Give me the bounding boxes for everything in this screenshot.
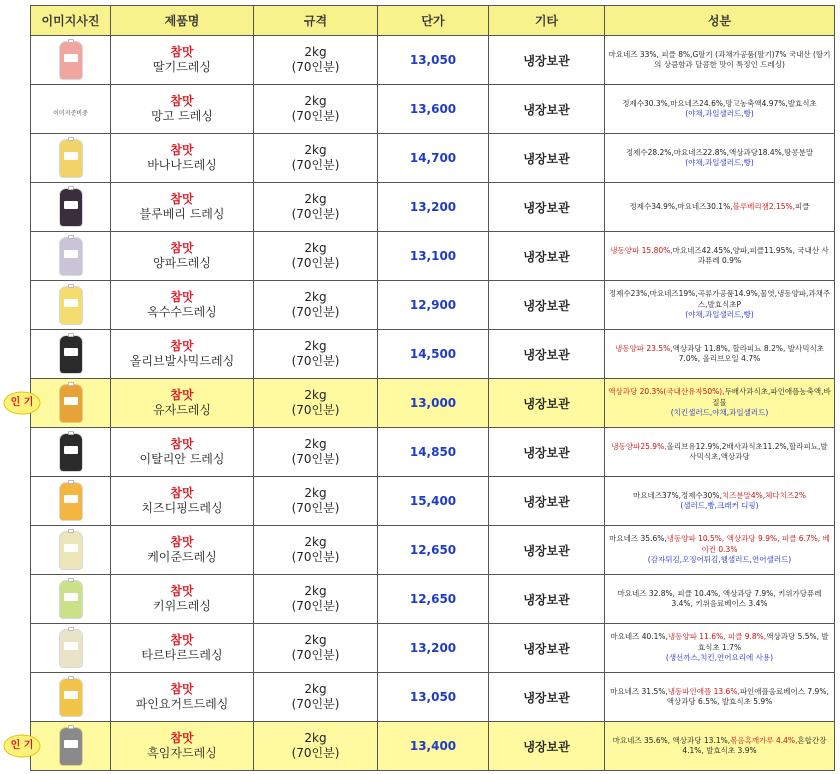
header-image: 이미지사진	[31, 6, 111, 36]
product-image-cell	[31, 624, 111, 673]
ingredients-text-more: 액상과당 11.8%, 할라피뇨 8.2%, 발사믹식초 7.0%, 올리브오일 4.7%	[672, 343, 824, 363]
product-name-cell	[111, 281, 254, 330]
product-pouch-image	[60, 532, 82, 569]
ingredients-text: 정제수28.2%,마요네즈22.8%,액상과당18.4%,땅콩분말	[625, 147, 814, 157]
product-name-cell	[111, 330, 254, 379]
ingredients-text: 마요네즈 40.1%,	[610, 632, 668, 642]
ingredients-highlight: 냉동양파25.9%,	[611, 441, 667, 451]
product-pouch-image	[60, 385, 82, 422]
size-cell	[254, 330, 378, 379]
header-other: 기타	[489, 6, 605, 36]
storage-note: 냉장보관	[489, 722, 605, 771]
popular-badge	[2, 732, 42, 760]
table-row	[31, 477, 835, 526]
ingredients-cell	[605, 134, 835, 183]
ingredients-text: 정제수34.9%,마요네즈30.1%,	[629, 201, 733, 211]
ingredients-highlight: 액상과당 20.3%(국내산유자50%),	[608, 387, 725, 397]
storage-note: 냉장보관	[489, 134, 605, 183]
brand-label: 참맛	[170, 535, 194, 549]
ingredients-cell	[605, 85, 835, 134]
product-name: 블루베리 드레싱	[139, 207, 225, 221]
product-name: 키위드레싱	[153, 599, 211, 613]
unit-price: 13,050	[378, 673, 489, 722]
size-weight: 2kg	[304, 535, 327, 549]
product-image-cell	[31, 232, 111, 281]
brand-label: 참맛	[170, 486, 194, 500]
ingredients-text: 마요네즈 31.5%,	[610, 686, 668, 696]
storage-note: 냉장보관	[489, 232, 605, 281]
ingredients-text: 마요네즈 32.8%, 피클 10.4%, 액상과당 7.9%, 키위가당퓨레 3.4%, 키위음료베이스 3.4%	[617, 588, 822, 608]
ingredients-cell	[605, 183, 835, 232]
product-pouch-image	[60, 189, 82, 226]
product-image-cell	[31, 183, 111, 232]
ingredients-text: 마요네즈 33%, 피클 8%,G딸기 (과채가공품(딸기)7% 국내산 (딸기의 상큼함과 달콤한 맛이 특징인 드레싱)	[608, 49, 831, 69]
unit-price: 14,500	[378, 330, 489, 379]
product-name: 올리브발사믹드레싱	[129, 354, 235, 368]
header-price: 단가	[378, 6, 489, 36]
brand-label: 참맛	[170, 143, 194, 157]
product-image-cell	[31, 281, 111, 330]
product-name: 파인요거트드레싱	[135, 697, 229, 711]
unit-price: 12,650	[378, 526, 489, 575]
size-cell	[254, 722, 378, 771]
product-name: 치즈디핑드레싱	[141, 501, 223, 515]
size-cell	[254, 134, 378, 183]
product-name: 이탈리안 드레싱	[139, 452, 225, 466]
size-servings: (70인분)	[291, 599, 340, 613]
ingredients-cell	[605, 330, 835, 379]
product-name-cell	[111, 624, 254, 673]
unit-price: 13,000	[378, 379, 489, 428]
size-servings: (70인분)	[291, 109, 340, 123]
size-servings: (70인분)	[291, 550, 340, 564]
storage-note: 냉장보관	[489, 281, 605, 330]
product-image-cell	[31, 575, 111, 624]
size-cell	[254, 85, 378, 134]
product-name-cell	[111, 673, 254, 722]
size-servings: (70인분)	[291, 60, 340, 74]
table-row	[31, 526, 835, 575]
size-cell	[254, 477, 378, 526]
table-row	[31, 36, 835, 85]
product-pouch-image	[60, 336, 82, 373]
size-weight: 2kg	[304, 241, 327, 255]
ingredients-text: 마요네즈 35.6%,	[609, 534, 667, 544]
size-servings: (70인분)	[291, 746, 340, 760]
usage-suggestion: (야채,과일샐러드,빵)	[685, 310, 754, 320]
ingredients-highlight: 냉동양파 11.6%, 피클 9.8%,	[667, 632, 767, 642]
storage-note: 냉장보관	[489, 330, 605, 379]
product-name: 망고 드레싱	[151, 109, 213, 123]
ingredients-cell	[605, 379, 835, 428]
brand-label: 참맛	[170, 192, 194, 206]
ingredients-highlight: 블루베리잼2.15%,	[732, 201, 796, 211]
brand-label: 참맛	[170, 584, 194, 598]
product-image-cell	[31, 36, 111, 85]
size-cell	[254, 428, 378, 477]
product-pouch-image	[60, 42, 82, 79]
usage-suggestion: (치킨샐러드,야채,과일샐러드)	[670, 408, 769, 418]
table-row	[31, 673, 835, 722]
product-name: 케이준드레싱	[147, 550, 217, 564]
product-name: 옥수수드레싱	[147, 305, 217, 319]
product-name: 유자드레싱	[153, 403, 211, 417]
ingredients-text: 정제수30.3%,마요네즈24.6%,망고농축액4.97%,발효식초	[622, 98, 817, 108]
ingredients-text-more: 마요네즈42.45%,양파,피클11.95%, 국내산 사과퓨레 0.9%	[672, 245, 829, 265]
ingredients-highlight: 냉동파인애플 13.6%,	[667, 686, 740, 696]
unit-price: 13,400	[378, 722, 489, 771]
product-image-cell	[31, 134, 111, 183]
size-cell	[254, 36, 378, 85]
size-cell	[254, 183, 378, 232]
storage-note: 냉장보관	[489, 379, 605, 428]
storage-note: 냉장보관	[489, 428, 605, 477]
product-pouch-image	[60, 483, 82, 520]
unit-price: 12,900	[378, 281, 489, 330]
product-name-cell	[111, 232, 254, 281]
size-cell	[254, 232, 378, 281]
product-pouch-image	[60, 630, 82, 667]
size-weight: 2kg	[304, 388, 327, 402]
table-row	[31, 85, 835, 134]
brand-label: 참맛	[170, 731, 194, 745]
ingredients-cell	[605, 232, 835, 281]
image-placeholder-text: 이미지준비중	[53, 109, 88, 117]
product-name-cell	[111, 85, 254, 134]
size-weight: 2kg	[304, 486, 327, 500]
storage-note: 냉장보관	[489, 85, 605, 134]
product-image-cell	[31, 477, 111, 526]
product-pouch-image	[60, 679, 82, 716]
product-image-cell	[31, 379, 111, 428]
product-image-cell	[31, 330, 111, 379]
header-product-name: 제품명	[111, 6, 254, 36]
popular-badge-label: 인 기	[10, 397, 34, 408]
size-servings: (70인분)	[291, 697, 340, 711]
product-name-cell	[111, 134, 254, 183]
table-row	[31, 722, 835, 771]
product-image-cell	[31, 526, 111, 575]
size-weight: 2kg	[304, 437, 327, 451]
ingredients-highlight: 냉동양파 15.80%,	[610, 245, 673, 255]
ingredients-highlight: 치즈분말4%,체다치즈2%	[721, 490, 806, 500]
product-name: 양파드레싱	[153, 256, 211, 270]
product-pouch-image	[60, 287, 82, 324]
table-header-row	[31, 6, 835, 36]
brand-label: 참맛	[170, 241, 194, 255]
unit-price: 14,850	[378, 428, 489, 477]
ingredients-text: 정제수23%,마요네즈19%,곡류가공품14.9%,물엿,냉동양파,과채주스,발효식초P	[608, 289, 831, 309]
size-servings: (70인분)	[291, 501, 340, 515]
size-servings: (70인분)	[291, 452, 340, 466]
unit-price: 13,200	[378, 624, 489, 673]
usage-suggestion: (야채,과일샐러드,빵)	[685, 158, 754, 167]
size-cell	[254, 624, 378, 673]
size-servings: (70인분)	[291, 403, 340, 417]
product-pouch-image	[60, 434, 82, 471]
product-name-cell	[111, 477, 254, 526]
ingredients-highlight: 볶음흑깨가루 4.4%,	[730, 735, 798, 745]
popular-badge	[2, 389, 42, 417]
ingredients-text: 마요네즈37%,정제수30%,	[633, 490, 722, 500]
usage-suggestion: (샐러드,빵,크래커 디핑)	[680, 501, 759, 510]
ingredients-cell	[605, 673, 835, 722]
table-row	[31, 330, 835, 379]
storage-note: 냉장보관	[489, 36, 605, 85]
product-pouch-image	[60, 238, 82, 275]
size-servings: (70인분)	[291, 648, 340, 662]
size-servings: (70인분)	[291, 158, 340, 172]
brand-label: 참맛	[170, 682, 194, 696]
brand-label: 참맛	[170, 94, 194, 108]
product-pouch-image	[60, 140, 82, 177]
header-size: 규격	[254, 6, 378, 36]
product-name: 흑임자드레싱	[147, 746, 217, 760]
storage-note: 냉장보관	[489, 575, 605, 624]
usage-suggestion: (생선까스,치킨,연어요리에 사용)	[665, 653, 774, 663]
size-cell	[254, 526, 378, 575]
table-row	[31, 428, 835, 477]
ingredients-cell	[605, 722, 835, 771]
unit-price: 15,400	[378, 477, 489, 526]
table-row	[31, 575, 835, 624]
brand-label: 참맛	[170, 437, 194, 451]
size-servings: (70인분)	[291, 354, 340, 368]
product-name-cell	[111, 526, 254, 575]
brand-label: 참맛	[170, 633, 194, 647]
product-image-cell	[31, 428, 111, 477]
product-name-cell	[111, 36, 254, 85]
brand-label: 참맛	[170, 290, 194, 304]
ingredients-text-more: 올리브유12.9%,2배사과식초11.2%,할라피뇨,발사믹식초,액상과당	[666, 441, 828, 461]
ingredients-text-more: 파인애플음료베이스 7.9%, 액상과당 6.5%, 발효식초 5.9%	[666, 686, 829, 706]
storage-note: 냉장보관	[489, 183, 605, 232]
brand-label: 참맛	[170, 339, 194, 353]
table-row	[31, 281, 835, 330]
size-weight: 2kg	[304, 633, 327, 647]
size-cell	[254, 673, 378, 722]
ingredients-text-more: 혼합간장 4.1%, 발효식초 3.9%	[682, 735, 827, 755]
size-cell	[254, 281, 378, 330]
unit-price: 13,200	[378, 183, 489, 232]
product-name-cell	[111, 379, 254, 428]
product-pouch-image	[60, 581, 82, 618]
product-name-cell	[111, 428, 254, 477]
storage-note: 냉장보관	[489, 477, 605, 526]
ingredients-text-more: 피클	[795, 201, 810, 211]
product-image-cell	[31, 673, 111, 722]
ingredients-highlight: 냉동양파 10.5%, 액상과당 9.9%, 피클 6.7%, 베이컨 0.3%	[666, 534, 830, 554]
table-row	[31, 624, 835, 673]
size-cell	[254, 575, 378, 624]
ingredients-cell	[605, 281, 835, 330]
unit-price: 12,650	[378, 575, 489, 624]
size-weight: 2kg	[304, 143, 327, 157]
product-name: 타르타르드레싱	[141, 648, 223, 662]
ingredients-cell	[605, 36, 835, 85]
size-weight: 2kg	[304, 290, 327, 304]
product-name-cell	[111, 575, 254, 624]
size-weight: 2kg	[304, 731, 327, 745]
storage-note: 냉장보관	[489, 673, 605, 722]
ingredients-text: 마요네즈 35.6%, 액상과당 13.1%,	[612, 735, 731, 745]
unit-price: 13,600	[378, 85, 489, 134]
product-name-cell	[111, 183, 254, 232]
size-weight: 2kg	[304, 94, 327, 108]
unit-price: 13,050	[378, 36, 489, 85]
product-image-cell	[31, 722, 111, 771]
ingredients-cell	[605, 575, 835, 624]
size-servings: (70인분)	[291, 256, 340, 270]
ingredients-text-more: 두배사과식초,파인애플농축액,바질물	[712, 387, 831, 407]
ingredients-text-more: 액상과당 5.5%, 발효식초 1.7%	[697, 632, 829, 652]
size-weight: 2kg	[304, 45, 327, 59]
brand-label: 참맛	[170, 388, 194, 402]
product-name: 바나나드레싱	[147, 158, 217, 172]
table-row	[31, 183, 835, 232]
size-cell	[254, 379, 378, 428]
table-row	[31, 134, 835, 183]
popular-badge-label: 인 기	[10, 740, 34, 751]
ingredients-cell	[605, 477, 835, 526]
product-price-table	[30, 5, 835, 771]
brand-label: 참맛	[170, 45, 194, 59]
storage-note: 냉장보관	[489, 624, 605, 673]
usage-suggestion: (감자튀김,오징어튀김,햄샐러드,연어샐러드)	[647, 555, 792, 565]
size-weight: 2kg	[304, 339, 327, 353]
product-name-cell	[111, 722, 254, 771]
ingredients-cell	[605, 428, 835, 477]
ingredients-cell	[605, 526, 835, 575]
product-image-cell	[31, 85, 111, 134]
size-weight: 2kg	[304, 584, 327, 598]
size-weight: 2kg	[304, 682, 327, 696]
product-pouch-image	[60, 728, 82, 765]
size-servings: (70인분)	[291, 305, 340, 319]
product-name: 딸기드레싱	[153, 60, 211, 74]
size-weight: 2kg	[304, 192, 327, 206]
header-ingredients: 성분	[605, 6, 835, 36]
ingredients-cell	[605, 624, 835, 673]
size-servings: (70인분)	[291, 207, 340, 221]
usage-suggestion: (야채,과일샐러드,빵)	[685, 109, 754, 118]
unit-price: 13,100	[378, 232, 489, 281]
storage-note: 냉장보관	[489, 526, 605, 575]
ingredients-highlight: 냉동양파 23.5%,	[615, 343, 673, 353]
table-row	[31, 379, 835, 428]
table-row	[31, 232, 835, 281]
unit-price: 14,700	[378, 134, 489, 183]
